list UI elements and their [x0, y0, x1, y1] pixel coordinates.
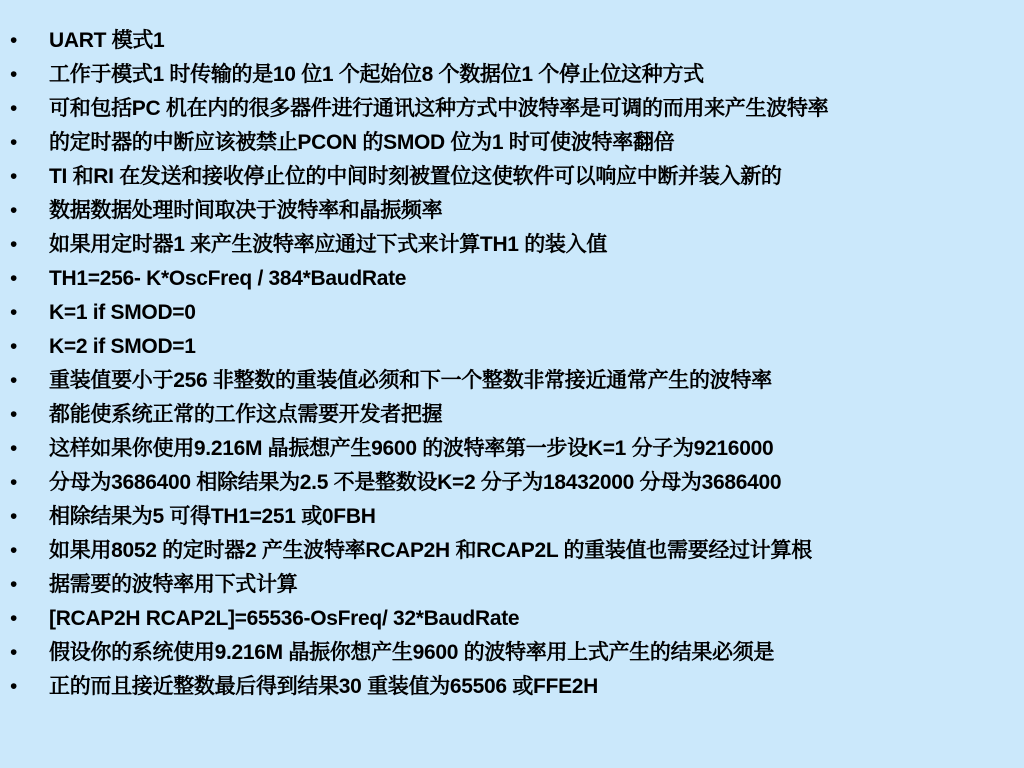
- bullet-item: [0, 538, 1024, 563]
- bullet-icon: •: [10, 199, 18, 222]
- bullet-text: 工作于模式1 时传输的是10 位1 个起始位8 个数据位1 个停止位这种方式: [49, 63, 704, 86]
- bullet-icon: •: [10, 267, 18, 290]
- bullet-icon: •: [10, 233, 18, 256]
- bullet-icon: •: [10, 301, 18, 324]
- bullet-text: 的定时器的中断应该被禁止PCON 的SMOD 位为1 时可使波特率翻倍: [49, 131, 675, 154]
- bullet-icon: •: [10, 403, 18, 426]
- bullet-item: [0, 232, 1024, 257]
- bullet-item: [0, 334, 1024, 359]
- bullet-icon: •: [10, 573, 18, 596]
- bullet-text: TH1=256- K*OscFreq / 384*BaudRate: [49, 267, 407, 290]
- bullet-text: 据需要的波特率用下式计算: [49, 573, 298, 596]
- bullet-text: K=1 if SMOD=0: [49, 301, 196, 324]
- bullet-text: 都能使系统正常的工作这点需要开发者把握: [49, 403, 443, 426]
- bullet-item: [0, 402, 1024, 427]
- bullet-icon: •: [10, 641, 18, 664]
- bullet-text: 相除结果为5 可得TH1=251 或0FBH: [49, 505, 376, 528]
- bullet-item: [0, 504, 1024, 529]
- bullet-item: [0, 164, 1024, 189]
- bullet-icon: •: [10, 607, 18, 630]
- bullet-text: 如果用8052 的定时器2 产生波特率RCAP2H 和RCAP2L 的重装值也需要经过计算根: [49, 539, 812, 562]
- bullet-item: [0, 606, 1024, 631]
- bullet-item: [0, 674, 1024, 699]
- bullet-item: [0, 198, 1024, 223]
- bullet-item: [0, 28, 1024, 53]
- bullet-icon: •: [10, 29, 18, 52]
- bullet-text: 重装值要小于256 非整数的重装值必须和下一个整数非常接近通常产生的波特率: [49, 369, 772, 392]
- bullet-icon: •: [10, 335, 18, 358]
- bullet-icon: •: [10, 165, 18, 188]
- bullet-text: 如果用定时器1 来产生波特率应通过下式来计算TH1 的装入值: [49, 233, 608, 256]
- bullet-icon: •: [10, 97, 18, 120]
- bullet-item: [0, 572, 1024, 597]
- bullet-item: [0, 470, 1024, 495]
- bullet-item: [0, 640, 1024, 665]
- bullet-icon: •: [10, 131, 18, 154]
- bullet-text: 正的而且接近整数最后得到结果30 重装值为65506 或FFE2H: [49, 675, 599, 698]
- bullet-icon: •: [10, 63, 18, 86]
- bullet-item: [0, 96, 1024, 121]
- bullet-icon: •: [10, 471, 18, 494]
- bullet-text: 可和包括PC 机在内的很多器件进行通讯这种方式中波特率是可调的而用来产生波特率: [49, 97, 829, 120]
- bullet-icon: •: [10, 505, 18, 528]
- bullet-item: [0, 62, 1024, 87]
- bullet-text: 数据数据处理时间取决于波特率和晶振频率: [49, 199, 443, 222]
- bullet-icon: •: [10, 437, 18, 460]
- bullet-text: 分母为3686400 相除结果为2.5 不是整数设K=2 分子为18432000 分母为3686400: [49, 471, 782, 494]
- bullet-item: [0, 300, 1024, 325]
- bullet-list: [0, 28, 1024, 699]
- bullet-text: [RCAP2H RCAP2L]=65536-OsFreq/ 32*BaudRate: [49, 607, 520, 630]
- bullet-text: 这样如果你使用9.216M 晶振想产生9600 的波特率第一步设K=1 分子为9216000: [49, 437, 774, 460]
- bullet-text: K=2 if SMOD=1: [49, 335, 196, 358]
- bullet-icon: •: [10, 539, 18, 562]
- bullet-icon: •: [10, 369, 18, 392]
- bullet-item: [0, 130, 1024, 155]
- bullet-icon: •: [10, 675, 18, 698]
- bullet-text: UART 模式1: [49, 29, 165, 52]
- bullet-item: [0, 436, 1024, 461]
- bullet-item: [0, 266, 1024, 291]
- bullet-item: [0, 368, 1024, 393]
- bullet-text: 假设你的系统使用9.216M 晶振你想产生9600 的波特率用上式产生的结果必须是: [49, 641, 775, 664]
- bullet-text: TI 和RI 在发送和接收停止位的中间时刻被置位这使软件可以响应中断并装入新的: [49, 165, 782, 188]
